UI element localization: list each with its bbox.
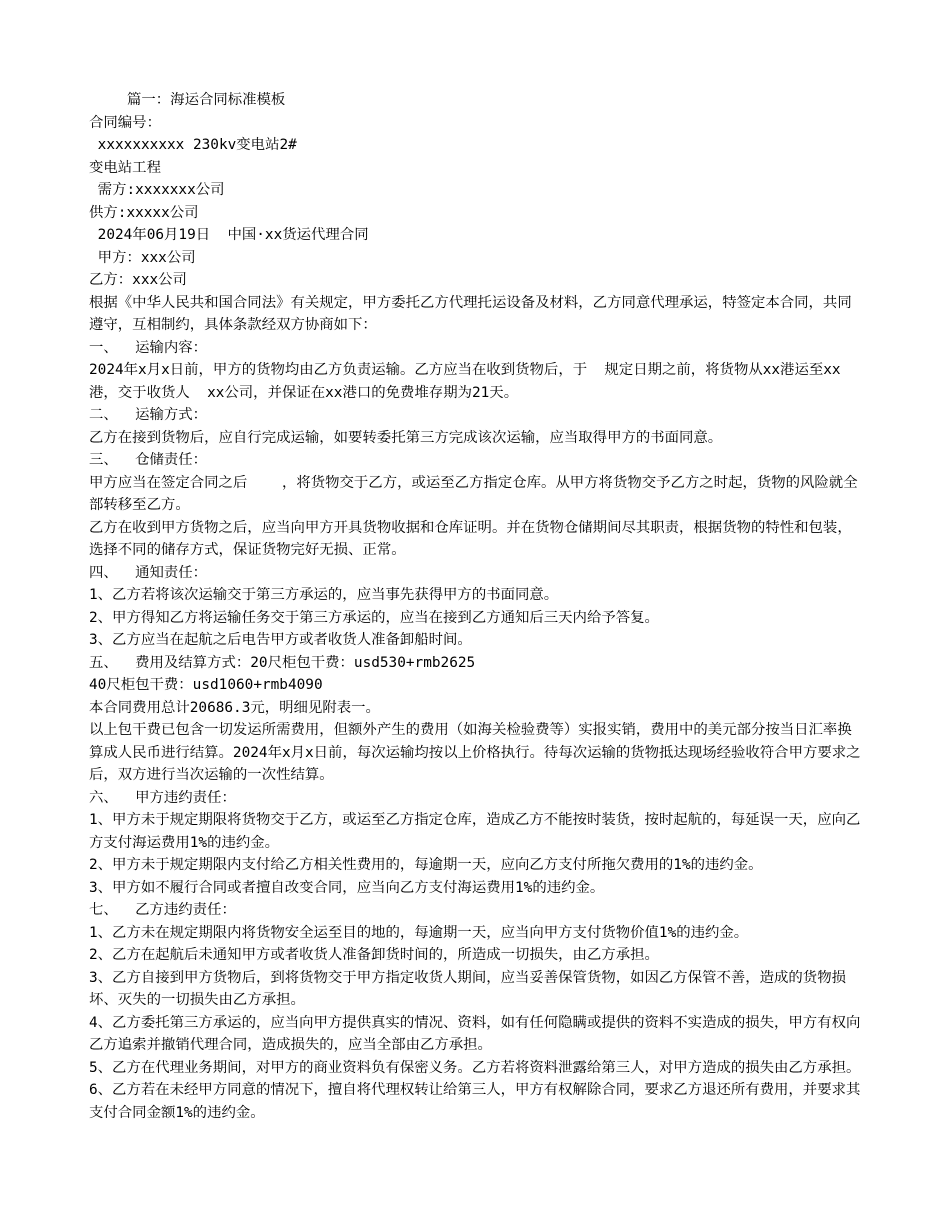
section-heading: 七、 乙方违约责任： bbox=[89, 902, 236, 918]
list-item: 3、乙方应当在起航之后电告甲方或者收货人准备卸船时间。 bbox=[89, 632, 472, 648]
supply-party: 供方:xxxxx公司 bbox=[89, 204, 199, 221]
paragraph: 乙方在收到甲方货物之后，应当向甲方开具货物收据和仓库证明。并在货物仓储期间尽其职责，根据货物的特性和包装，选择不同的储存方式，保证货物完好无损、正常。 bbox=[89, 519, 852, 558]
list-item: 6、乙方若在未经甲方同意的情况下，擅自将代理权转让给第三人，甲方有权解除合同，要求乙方退还所有费用，并要求其支付合同金额1%的违约金。 bbox=[89, 1082, 861, 1121]
list-item: 3、乙方自接到甲方货物后，到将货物交于甲方指定收货人期间，应当妥善保管货物，如因乙方保管不善，造成的货物损坏、灭失的一切损失由乙方承担。 bbox=[89, 969, 846, 1008]
preamble-paragraph: 根据《中华人民共和国合同法》有关规定，甲方委托乙方代理托运设备及材料，乙方同意代理承运，特签定本合同，共同遵守，互相制约，具体条款经双方协商如下： bbox=[89, 294, 852, 333]
paragraph: 40尺柜包干费：usd1060+rmb4090 bbox=[89, 677, 323, 693]
paragraph: 2024年x月x日前，甲方的货物均由乙方负责运输。乙方应当在收到货物后，于 规定日期之前，将货物从xx港运至xx港，交于收货人 xx公司，并保证在xx港口的免费堆存期为21天。 bbox=[89, 362, 841, 401]
contract-number-label: 合同编号： bbox=[89, 114, 161, 131]
paragraph: 乙方在接到货物后，应自行完成运输，如要转委托第三方完成该次运输，应当取得甲方的书面同意。 bbox=[89, 429, 723, 446]
paragraph: 以上包干费已包含一切发运所需费用，但额外产生的费用（如海关检验费等）实报实销，费用中的美元部分按当日汇率换算成人民币进行结算。2024年x月x日前，每次运输均按以上价格执行。待每次运输的货物抵达现场经验收符合甲方要求之后，双方进行当次运输的一次性结算。 bbox=[89, 722, 861, 783]
contract-number-value: xxxxxxxxxx 230kv变电站2# bbox=[89, 137, 297, 153]
party-b: 乙方：xxx公司 bbox=[89, 272, 187, 288]
list-item: 1、乙方未在规定期限内将货物安全运至目的地的，每逾期一天，应当向甲方支付货物价值1%的违约金。 bbox=[89, 924, 749, 941]
contract-date-heading: 2024年06月19日 中国·xx货运代理合同 bbox=[89, 227, 369, 243]
list-item: 2、甲方未于规定期限内支付给乙方相关性费用的，每逾期一天，应向乙方支付所拖欠费用的1%的违约金。 bbox=[89, 857, 763, 873]
project-name: 变电站工程 bbox=[89, 159, 161, 176]
section-heading: 五、 费用及结算方式：20尺柜包干费：usd530+rmb2625 bbox=[89, 654, 476, 671]
section-heading: 二、 运输方式： bbox=[89, 407, 208, 423]
list-item: 2、乙方在起航后未通知甲方或者收货人准备卸货时间的，所造成一切损失，由乙方承担。 bbox=[89, 947, 659, 963]
list-item: 1、乙方若将该次运输交于第三方承运的，应当事先获得甲方的书面同意。 bbox=[89, 587, 559, 603]
list-item: 3、甲方如不履行合同或者擅自改变合同，应当向乙方支付海运费用1%的违约金。 bbox=[89, 879, 605, 896]
list-item: 5、乙方在代理业务期间，对甲方的商业资料负有保密义务。乙方若将资料泄露给第三人，对甲方造成的损失由乙方承担。 bbox=[89, 1059, 861, 1076]
paragraph: 本合同费用总计20686.3元，明细见附表一。 bbox=[89, 699, 380, 716]
section-heading: 四、 通知责任： bbox=[89, 564, 208, 581]
paragraph: 甲方应当在签定合同之后 ，将货物交于乙方，或运至乙方指定仓库。从甲方将货物交予乙方之时起，货物的风险就全部转移至乙方。 bbox=[89, 474, 858, 513]
document-title: 篇一：海运合同标准模板 bbox=[127, 92, 286, 108]
list-item: 2、甲方得知乙方将运输任务交于第三方承运的，应当在接到乙方通知后三天内给予答复。 bbox=[89, 609, 659, 626]
demand-party: 需方:xxxxxxx公司 bbox=[89, 182, 225, 198]
list-item: 1、甲方未于规定期限将货物交于乙方，或运至乙方指定仓库，造成乙方不能按时装货，按时起航的，每延误一天，应向乙方支付海运费用1%的违约金。 bbox=[89, 812, 861, 851]
document-page bbox=[89, 89, 861, 1124]
party-a: 甲方：xxx公司 bbox=[89, 249, 196, 266]
section-heading: 一、 运输内容： bbox=[89, 339, 208, 356]
section-heading: 三、 仓储责任： bbox=[89, 452, 208, 468]
list-item: 4、乙方委托第三方承运的，应当向甲方提供真实的情况、资料，如有任何隐瞒或提供的资料不实造成的损失，甲方有权向乙方追索并撤销代理合同，造成损失的，应当全部由乙方承担。 bbox=[89, 1014, 861, 1053]
section-heading: 六、 甲方违约责任： bbox=[89, 789, 236, 806]
